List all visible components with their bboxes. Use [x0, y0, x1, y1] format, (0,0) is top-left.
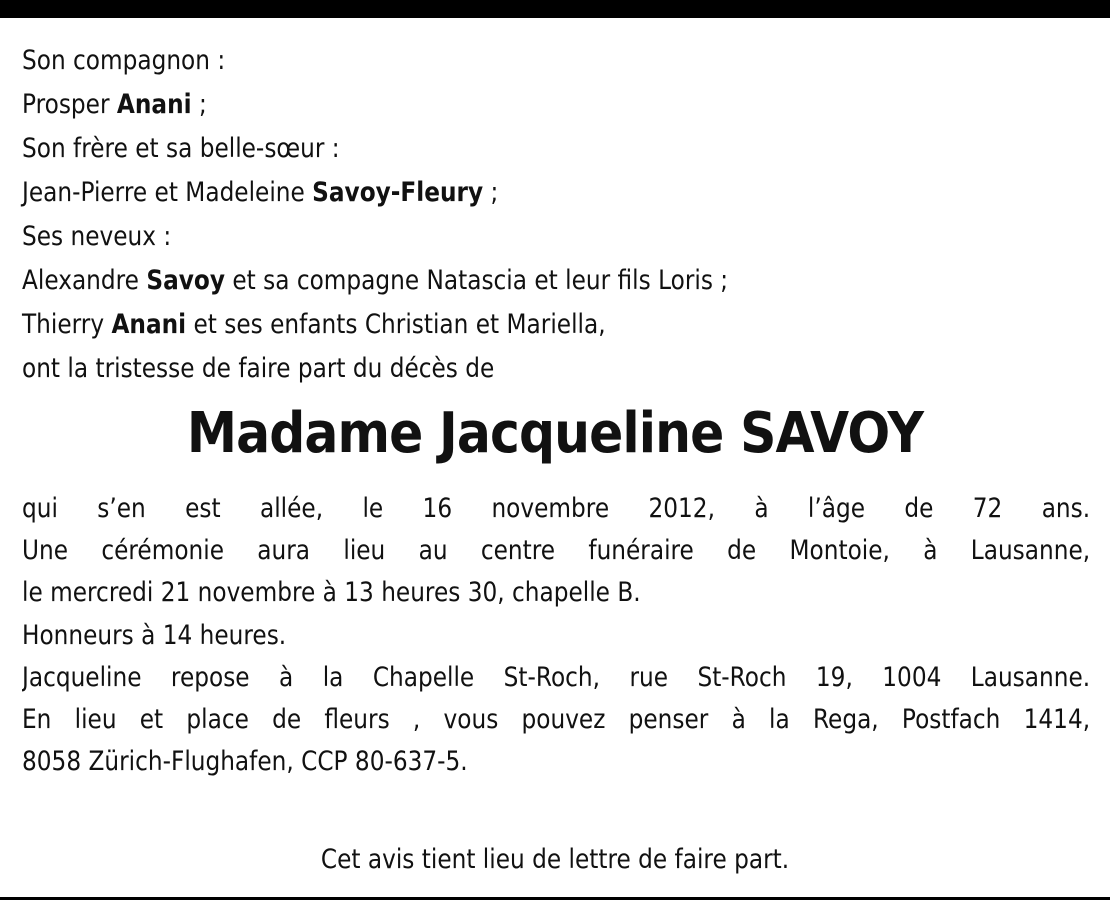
- details-line-honours: Honneurs à 14 heures.: [22, 619, 287, 651]
- family-line-sibling-heading: Son frère et sa belle-sœur :: [22, 133, 340, 164]
- details-line-ceremony-place: Une cérémonie aura lieu au centre funéraire de Montoie, à Lausanne,: [22, 535, 1091, 567]
- family-line-sibling-names: Jean-Pierre et Madeleine Savoy-Fleury ;: [22, 177, 499, 208]
- surname-bold: Savoy: [146, 265, 225, 296]
- details-line-ceremony-time: le mercredi 21 novembre à 13 heures 30, chapelle B.: [22, 577, 641, 609]
- details-line-death-date: qui s’en est allée, le 16 novembre 2012, à l’âge de 72 ans.: [22, 493, 1091, 524]
- surname-bold: Anani: [116, 89, 192, 120]
- footer-note: Cet avis tient lieu de lettre de faire part.: [320, 844, 790, 875]
- details-line-donation: En lieu et place de fleurs , vous pouvez penser à la Rega, Postfach 1414,: [22, 703, 1091, 735]
- family-line-nephew-1: Alexandre Savoy et sa compagne Natascia et leur fils Loris ;: [22, 265, 729, 296]
- family-line-companion-name: Prosper Anani ;: [22, 89, 207, 120]
- top-border-rule: [0, 0, 1110, 18]
- family-line-nephews-heading: Ses neveux :: [22, 221, 172, 252]
- family-line-announcement: ont la tristesse de faire part du décès de: [22, 353, 495, 384]
- surname-bold: Anani: [111, 309, 187, 340]
- details-line-resting-place: Jacqueline repose à la Chapelle St-Roch, rue St-Roch 19, 1004 Lausanne.: [22, 661, 1091, 693]
- details-line-donation-account: 8058 Zürich-Flughafen, CCP 80-637-5.: [22, 746, 468, 778]
- family-line-companion-heading: Son compagnon :: [22, 45, 226, 76]
- deceased-name-heading: Madame Jacqueline SAVOY: [186, 401, 924, 466]
- family-list: [22, 39, 939, 391]
- surname-bold: Savoy-Fleury: [312, 177, 484, 208]
- ceremony-details: [22, 488, 1090, 783]
- family-line-nephew-2: Thierry Anani et ses enfants Christian et Mariella,: [22, 309, 606, 340]
